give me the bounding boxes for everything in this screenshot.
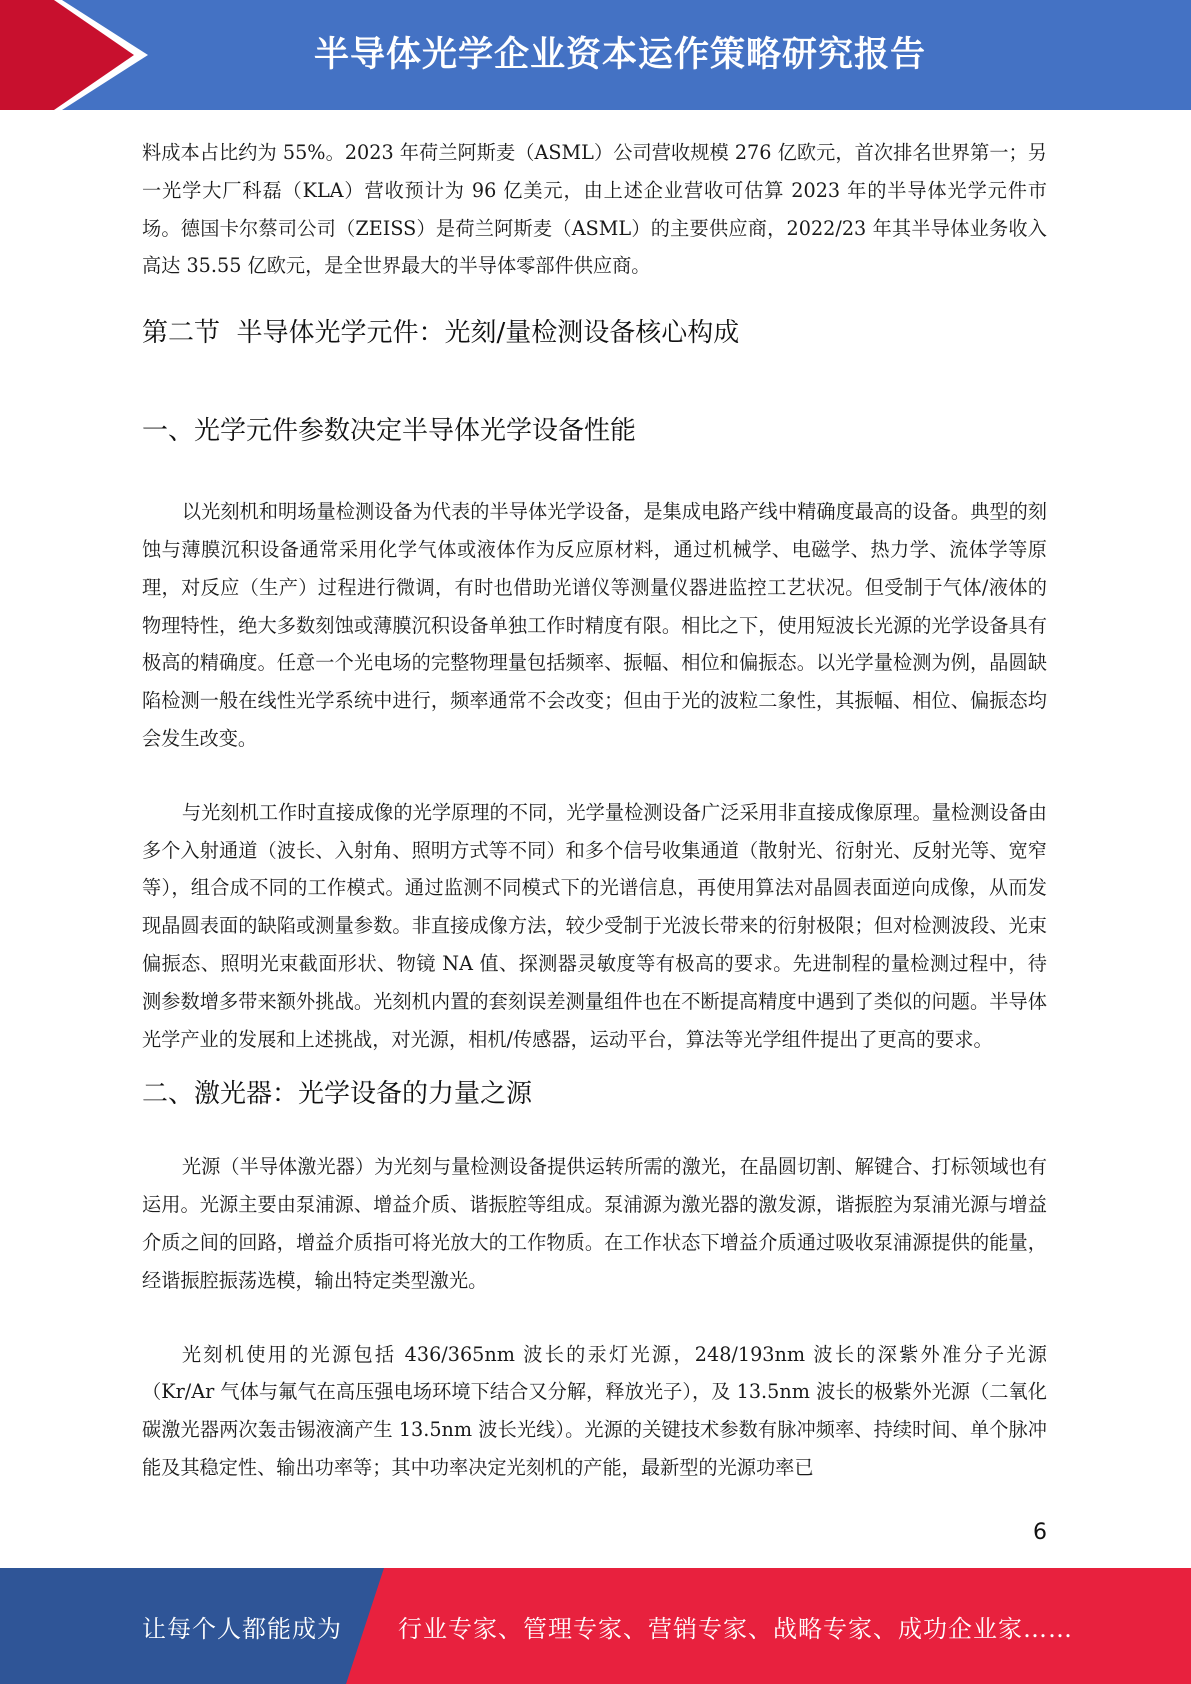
subsection-title-1: 一、光学元件参数决定半导体光学设备性能 (142, 416, 637, 447)
body-paragraph-3: 光源（半导体激光器）为光刻与量检测设备提供运转所需的激光，在晶圆切割、解键合、打标领域也有运用。光源主要由泵浦源、增益介质、谐振腔等组成。泵浦源为激光器的激发源，谐振腔为泵浦光源与增益介质之间的回路，增益介质指可将光放大的工作物质。在工作状态下增益介质通过吸收泵浦源提供的能量，经谐振腔振荡选模，输出特定类型激光。 (142, 1155, 1047, 1292)
subsection-title-2: 二、激光器：光学设备的力量之源 (142, 1079, 533, 1110)
footer-slogan-left: 让每个人都能成为 (142, 1614, 342, 1643)
body-paragraph-2: 与光刻机工作时直接成像的光学原理的不同，光学量检测设备广泛采用非直接成像原理。量检测设备由多个入射通道（波长、入射角、照明方式等不同）和多个信号收集通道（散射光、衍射光、反射光等、宽窄等），组合成不同的工作模式。通过监测不同模式下的光谱信息，再使用算法对晶圆表面逆向成像，从而发现晶圆表面的缺陷或测量参数。非直接成像方法，较少受制于光波长带来的衍射极限；但对检测波段、光束偏振态、照明光束截面形状、物镜 NA 值、探测器灵敏度等有极高的要求。先进制程的量检测过程中，待测参数增多带来额外挑战。光刻机内置的套刻误差测量组件也在不断提高精度中遇到了类似的问题。半导体光学产业的发展和上述挑战，对光源，相机/传感器，运动平台，算法等光学组件提出了更高的要求。 (142, 800, 1047, 1051)
intro-paragraph: 料成本占比约为 55%。2023 年荷兰阿斯麦（ASML）公司营收规模 276 亿欧元，首次排名世界第一；另一光学大厂科磊（KLA）营收预计为 96 亿美元，由上述企业营收可估算 2023 年的半导体光学元件市场。德国卡尔蔡司公司（ZEISS）是荷兰阿斯麦（ASML）的主要供应商，2022/23 年其半导体业务收入高达 35.55 亿欧元，是全世界最大的半导体零部件供应商。 (142, 141, 1047, 278)
body-paragraph-1: 以光刻机和明场量检测设备为代表的半导体光学设备，是集成电路产线中精确度最高的设备。典型的刻蚀与薄膜沉积设备通常采用化学气体或液体作为反应原材料，通过机械学、电磁学、热力学、流体学等原理，对反应（生产）过程进行微调，有时也借助光谱仪等测量仪器进监控工艺状况。但受制于气体/液体的物理特性，绝大多数刻蚀或薄膜沉积设备单独工作时精度有限。相比之下，使用短波长光源的光学设备具有极高的精确度。任意一个光电场的完整物理量包括频率、振幅、相位和偏振态。以光学量检测为例，晶圆缺陷检测一般在线性光学系统中进行，频率通常不会改变；但由于光的波粒二象性，其振幅、相位、偏振态均会发生改变。 (142, 500, 1047, 750)
body-paragraph-4: 光刻机使用的光源包括 436/365nm 波长的汞灯光源，248/193nm 波长的深紫外准分子光源（Kr/Ar 气体与氟气在高压强电场环境下结合又分解，释放光子），及 13.5nm 波长的极紫外光源（二氧化碳激光器两次轰击锡液滴产生 13.5nm 波长光线）。光源的关键技术参数有脉冲频率、持续时间、单个脉冲能及其稳定性、输出功率等；其中功率决定光刻机的产能，最新型的光源功率已 (142, 1342, 1047, 1479)
footer-slogan-right: 行业专家、管理专家、营销专家、战略专家、成功企业家…… (398, 1614, 1073, 1643)
page-content (142, 134, 1047, 1487)
report-title: 半导体光学企业资本运作策略研究报告 (313, 35, 926, 75)
page-number: 6 (1033, 1520, 1047, 1545)
page-header (0, 0, 1191, 110)
page-footer (0, 1568, 1191, 1684)
section-title: 第二节 半导体光学元件：光刻/量检测设备核心构成 (142, 318, 740, 349)
